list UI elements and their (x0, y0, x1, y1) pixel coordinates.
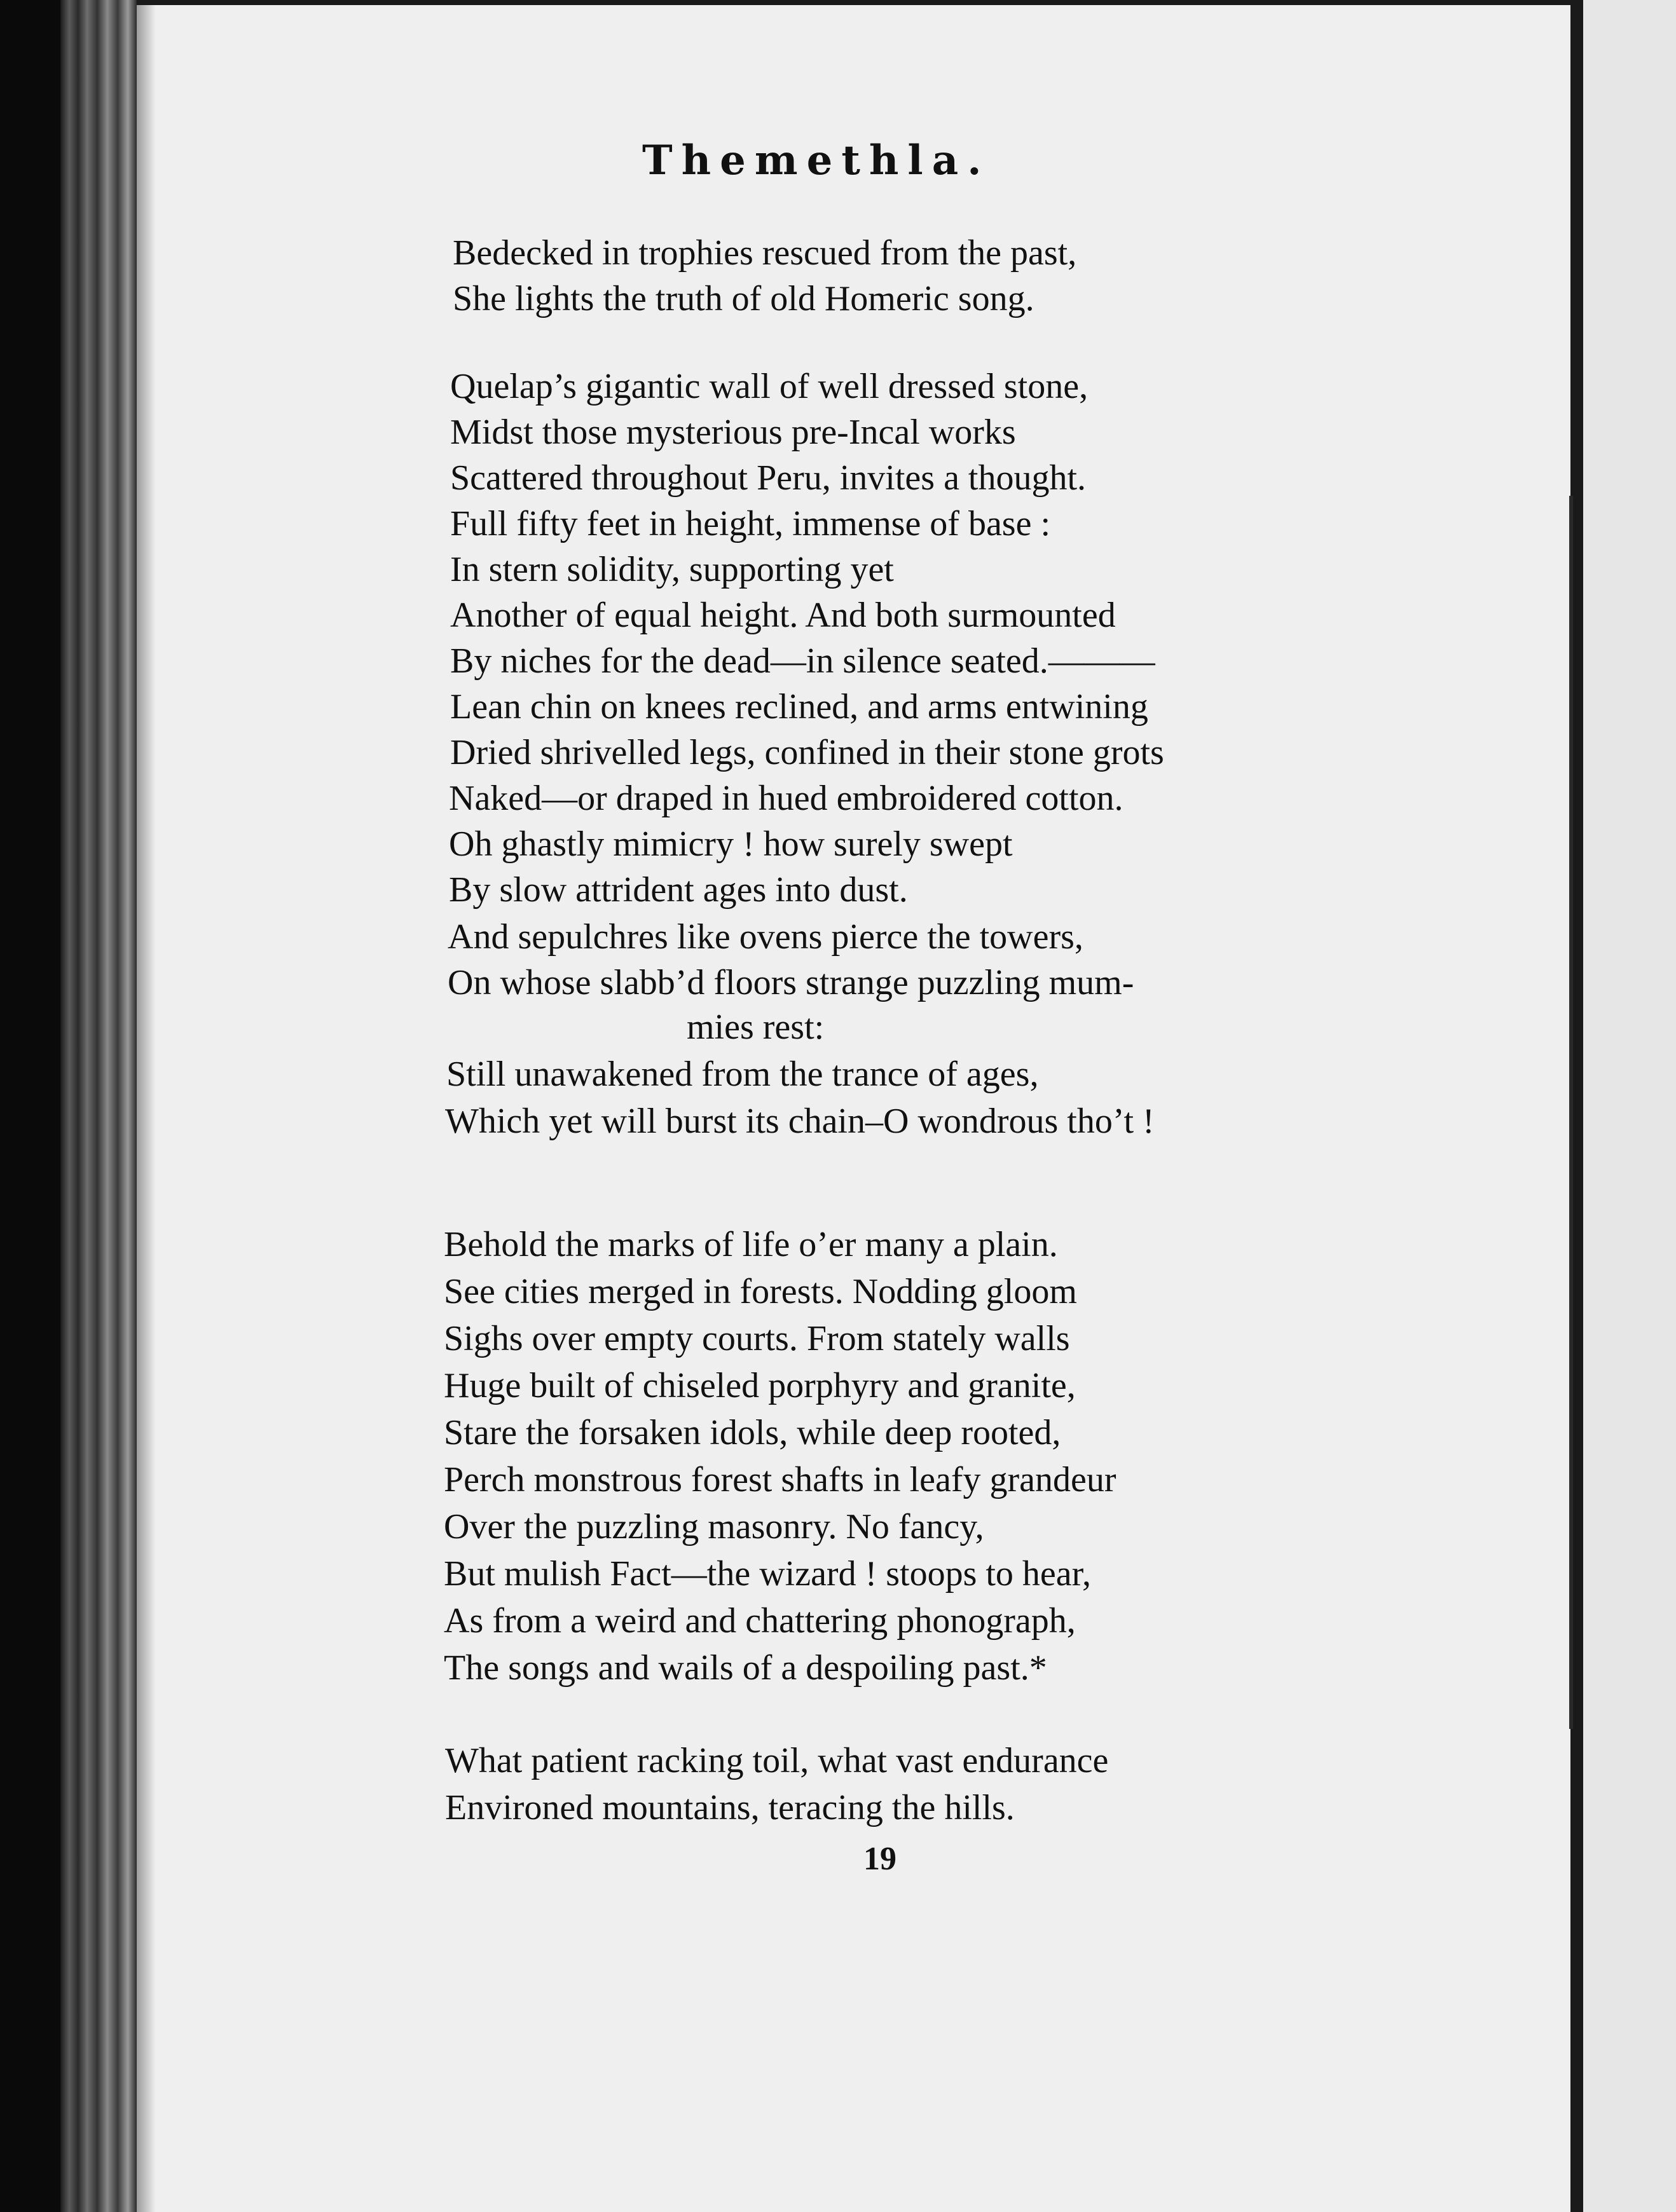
poem-line: And sepulchres like ovens pierce the towers, (448, 917, 1083, 957)
poem-line: Over the puzzling masonry. No fancy, (444, 1507, 984, 1546)
facing-page-edge (1583, 0, 1676, 2212)
poem-line-continuation: mies rest: (687, 1007, 825, 1047)
poem-line: Midst those mysterious pre-Incal works (450, 413, 1016, 452)
book-edge (60, 0, 137, 2212)
poem-line: Quelap’s gigantic wall of well dressed stone, (450, 367, 1089, 406)
poem-line: On whose slabb’d floors strange puzzling mum- (448, 963, 1134, 1002)
poem-line: Oh ghastly mimicry ! how surely swept (449, 824, 1013, 864)
poem-line: Full fifty feet in height, immense of base : (450, 504, 1051, 543)
poem-line: What patient racking toil, what vast endurance (445, 1741, 1109, 1780)
poem-line: Behold the marks of life o’er many a plain. (444, 1225, 1058, 1264)
poem-line: Bedecked in trophies rescued from the past, (453, 233, 1077, 273)
poem-line: See cities merged in forests. Nodding gloom (444, 1272, 1077, 1311)
poem-line: Which yet will burst its chain–O wondrous tho’t ! (445, 1102, 1155, 1141)
poem-line: Another of equal height. And both surmounted (450, 596, 1116, 635)
poem-line: Lean chin on knees reclined, and arms entwining (450, 687, 1148, 727)
poem-line: Huge built of chiseled porphyry and granite, (444, 1366, 1076, 1405)
poem-line: Dried shrivelled legs, confined in their stone grots (450, 733, 1164, 772)
facing-page-rule (1569, 496, 1573, 1729)
poem-line: Naked—or draped in hued embroidered cotton. (449, 779, 1123, 818)
poem-line: Perch monstrous forest shafts in leafy grandeur (444, 1460, 1116, 1499)
poem-line: By niches for the dead—in silence seated.——— (450, 641, 1155, 681)
poem-line: Scattered throughout Peru, invites a thought. (450, 458, 1087, 498)
poem-line: By slow attrident ages into dust. (449, 870, 908, 910)
poem-line: Still unawakened from the trance of ages, (446, 1055, 1039, 1094)
poem-line: She lights the truth of old Homeric song. (453, 279, 1034, 318)
page-number: 19 (863, 1841, 896, 1877)
poem-line: Sighs over empty courts. From stately walls (444, 1319, 1070, 1358)
poem-line: But mulish Fact—the wizard ! stoops to hear, (444, 1554, 1092, 1594)
page-heading: Themethla. (642, 137, 991, 184)
poem-line: Stare the forsaken idols, while deep rooted, (444, 1413, 1061, 1452)
poem-line: The songs and wails of a despoiling past.* (444, 1648, 1047, 1688)
poem-line: Environed mountains, teracing the hills. (445, 1788, 1015, 1827)
poem-line: As from a weird and chattering phonograph, (444, 1601, 1076, 1641)
page-top-edge (137, 0, 1580, 5)
page-shadow (137, 0, 156, 2212)
poem-line: In stern solidity, supporting yet (450, 550, 894, 589)
